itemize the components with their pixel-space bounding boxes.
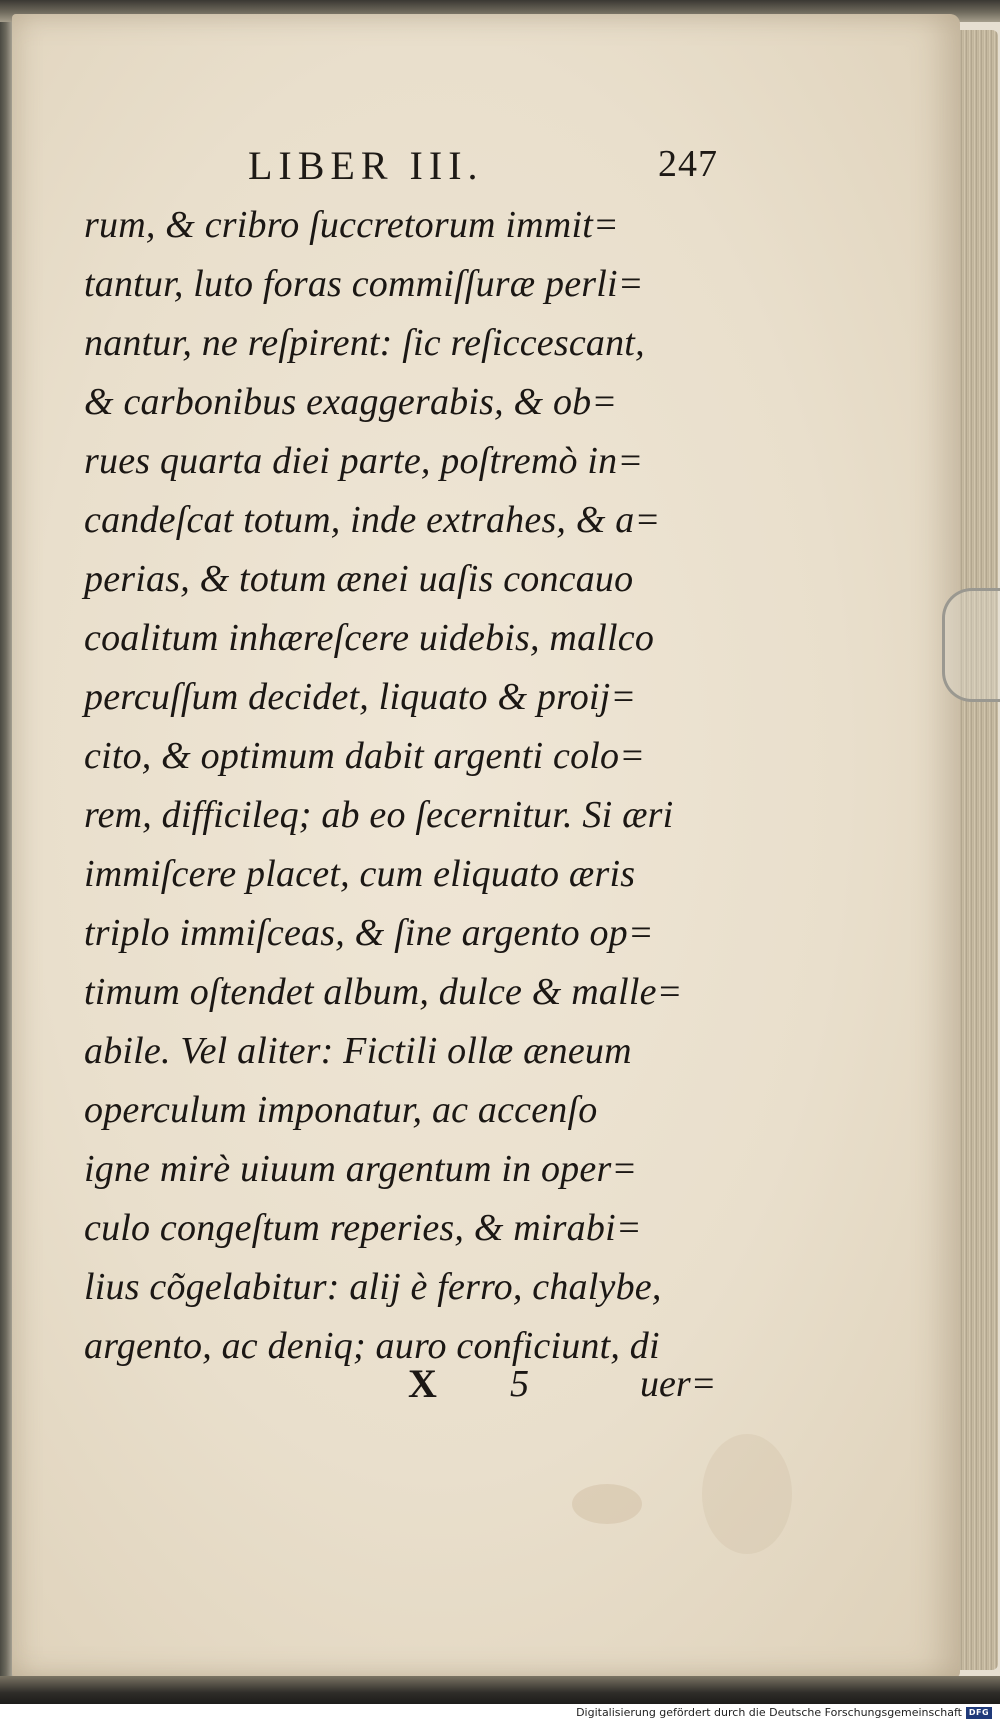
text-line: lius cõgelabitur: alij è ferro, chalybe, [84, 1266, 662, 1308]
page-number: 247 [658, 143, 718, 185]
paper-stain [702, 1434, 792, 1554]
text-line: argento, ac deniq; auro conficiunt, di [84, 1325, 660, 1367]
footer-bar [0, 1704, 1000, 1722]
text-line: operculum imponatur, ac accenſo [84, 1089, 598, 1131]
text-line: coalitum inhæreſcere uidebis, mallco [84, 617, 655, 659]
paper-stain [572, 1484, 642, 1524]
text-line: rum, & cribro ſuccretorum immit= [84, 204, 619, 246]
signature-mark: X [408, 1361, 437, 1406]
text-line: igne mirè uiuum argentum in oper= [84, 1148, 638, 1190]
text-line: perias, & totum ænei uaſis concauo [84, 558, 634, 600]
text-line: & carbonibus exaggerabis, & ob= [84, 381, 618, 423]
text-line: nantur, ne reſpirent: ſic reſiccescant, [84, 322, 645, 364]
text-line: rem, difficileq; ab eo ſecernitur. Si æri [84, 794, 674, 836]
text-line: percuſſum decidet, liquato & proij= [84, 676, 637, 718]
dfg-logo: DFG [966, 1707, 992, 1719]
body-text [84, 196, 754, 1376]
signature-number: 5 [510, 1363, 529, 1405]
text-line: triplo immiſceas, & ſine argento op= [84, 912, 654, 954]
text-line: cito, & optimum dabit argenti colo= [84, 735, 646, 777]
text-line: abile. Vel aliter: Fictili ollæ æneum [84, 1030, 632, 1072]
book-bottom-edge [0, 1676, 1000, 1704]
running-head: LIBER III. [248, 143, 484, 188]
catchword: uer= [640, 1363, 717, 1405]
text-line: timum oſtendet album, dulce & malle= [84, 971, 683, 1013]
text-line: tantur, luto foras commiſſuræ perli= [84, 263, 644, 305]
page-clip [942, 588, 1000, 702]
text-line: culo congeſtum reperies, & mirabi= [84, 1207, 642, 1249]
text-line: candeſcat totum, inde extrahes, & a= [84, 499, 661, 541]
footer-credit: Digitalisierung gefördert durch die Deutsche Forschungsgemeinschaft [576, 1706, 962, 1719]
text-line: rues quarta diei parte, poſtremò in= [84, 440, 644, 482]
text-line: immiſcere placet, cum eliquato æris [84, 853, 636, 895]
page-stack-edge [958, 30, 998, 1670]
